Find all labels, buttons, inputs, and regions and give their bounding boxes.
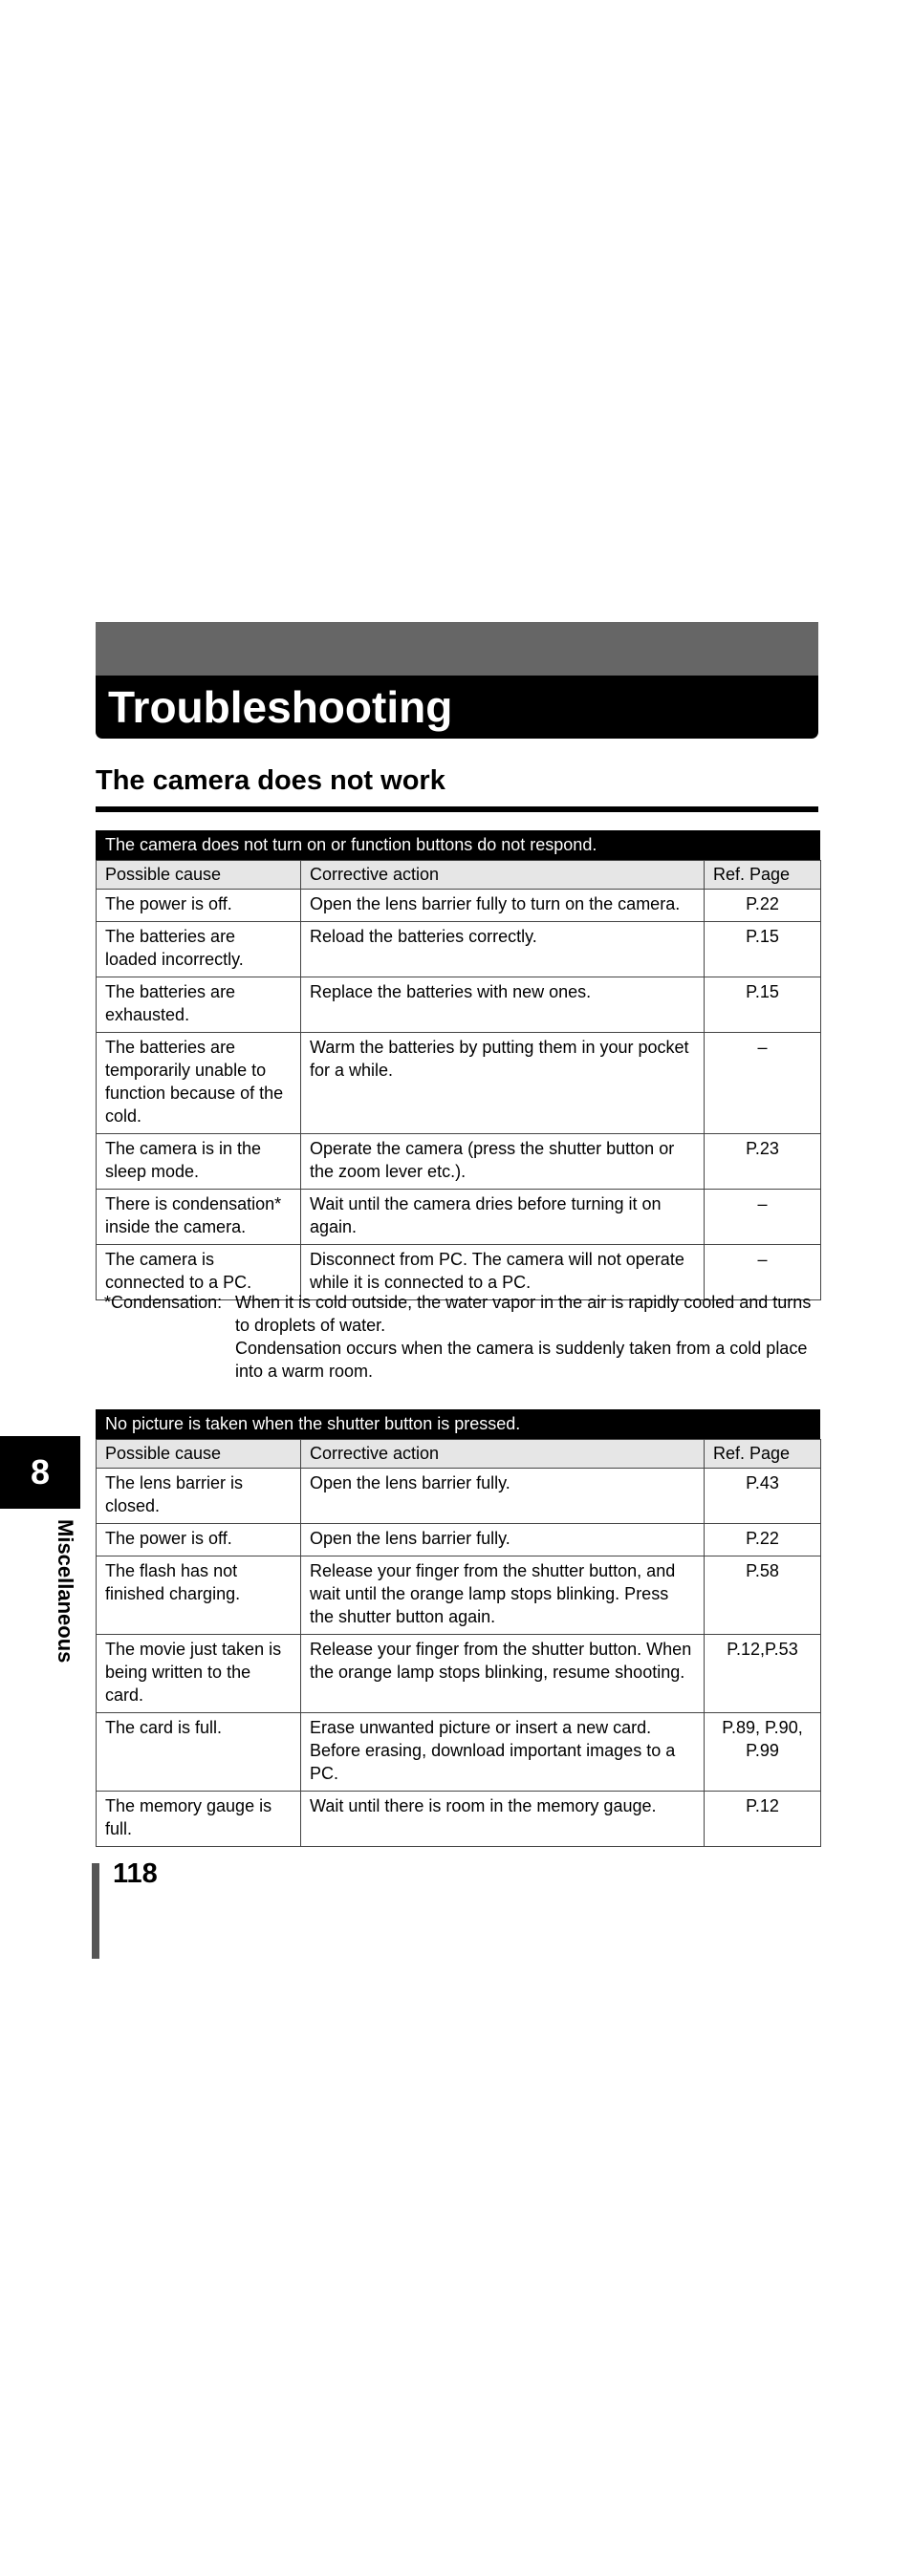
table-row [97,1635,821,1713]
header-possible-cause: Possible cause [97,1440,301,1469]
cell-ref-page: P.12 [705,1792,821,1847]
table-row [97,1556,821,1635]
table-row [97,1713,821,1792]
table-caption: The camera does not turn on or function buttons do not respond. [96,830,820,860]
cell-possible-cause: The flash has not finished charging. [97,1556,301,1635]
cell-ref-page: P.43 [705,1469,821,1524]
header-corrective-action: Corrective action [301,1440,705,1469]
header-possible-cause: Possible cause [97,861,301,890]
cell-ref-page: – [705,1190,821,1245]
cell-possible-cause: The camera is connected to a PC. [97,1245,301,1300]
section-rule [96,806,818,812]
cell-possible-cause: The camera is in the sleep mode. [97,1134,301,1190]
cell-possible-cause: The movie just taken is being written to the card. [97,1635,301,1713]
cell-possible-cause: The batteries are temporarily unable to function because of the cold. [97,1033,301,1134]
cell-ref-page: P.12,P.53 [705,1635,821,1713]
footnote-line: When it is cold outside, the water vapor in the air is rapidly cooled and turns to droplets of water. [235,1293,812,1335]
title-banner [96,622,818,739]
footnote-line: Condensation occurs when the camera is suddenly taken from a cold place into a warm room. [235,1339,808,1381]
page-title: Troubleshooting [96,676,818,739]
cell-corrective-action: Wait until the camera dries before turning it on again. [301,1190,705,1245]
table-body [97,1469,821,1847]
table-row [97,1190,821,1245]
cell-possible-cause: The batteries are exhausted. [97,977,301,1033]
cell-ref-page: P.23 [705,1134,821,1190]
cell-corrective-action: Erase unwanted picture or insert a new card. Before erasing, download important images to a PC. [301,1713,705,1792]
cell-corrective-action: Reload the batteries correctly. [301,922,705,977]
troubleshooting-table-power [96,830,820,1300]
header-corrective-action: Corrective action [301,861,705,890]
table-header-row [97,861,821,890]
cell-possible-cause: The power is off. [97,890,301,922]
table-row [97,1469,821,1524]
cell-possible-cause: The memory gauge is full. [97,1792,301,1847]
cell-possible-cause: The batteries are loaded incorrectly. [97,922,301,977]
chapter-label: Miscellaneous [54,1519,77,1664]
cell-possible-cause: The card is full. [97,1713,301,1792]
table-header-row [97,1440,821,1469]
title-banner-top-bar [96,622,818,676]
chapter-number-tab: 8 [0,1436,80,1509]
cell-possible-cause: The power is off. [97,1524,301,1556]
table-row [97,1524,821,1556]
cell-corrective-action: Release your finger from the shutter button, and wait until the orange lamp stops blinking. Press the shutter button again. [301,1556,705,1635]
table [96,860,821,1300]
cell-corrective-action: Wait until there is room in the memory gauge. [301,1792,705,1847]
table-row [97,890,821,922]
cell-corrective-action: Replace the batteries with new ones. [301,977,705,1033]
cell-ref-page: P.22 [705,1524,821,1556]
header-ref-page: Ref. Page [705,1440,821,1469]
table-row [97,922,821,977]
cell-corrective-action: Open the lens barrier fully. [301,1469,705,1524]
cell-possible-cause: The lens barrier is closed. [97,1469,301,1524]
table-body [97,890,821,1300]
table-row [97,977,821,1033]
cell-corrective-action: Warm the batteries by putting them in your pocket for a while. [301,1033,705,1134]
cell-ref-page: – [705,1033,821,1134]
cell-corrective-action: Disconnect from PC. The camera will not operate while it is connected to a PC. [301,1245,705,1300]
table-row [97,1134,821,1190]
condensation-footnote [104,1291,816,1383]
cell-ref-page: P.58 [705,1556,821,1635]
table [96,1439,821,1847]
header-ref-page: Ref. Page [705,861,821,890]
cell-ref-page: – [705,1245,821,1300]
table-row [97,1033,821,1134]
footnote-text [235,1291,816,1383]
cell-corrective-action: Open the lens barrier fully. [301,1524,705,1556]
cell-possible-cause: There is condensation* inside the camera. [97,1190,301,1245]
page-number: 118 [113,1858,158,1889]
footnote-label: *Condensation: [104,1293,223,1312]
cell-ref-page: P.15 [705,977,821,1033]
troubleshooting-table-shutter [96,1409,820,1847]
cell-corrective-action: Open the lens barrier fully to turn on the camera. [301,890,705,922]
cell-ref-page: P.22 [705,890,821,922]
page-number-bar [92,1863,99,1959]
cell-ref-page: P.89, P.90, P.99 [705,1713,821,1792]
cell-corrective-action: Release your finger from the shutter button. When the orange lamp stops blinking, resume shooting. [301,1635,705,1713]
table-caption: No picture is taken when the shutter button is pressed. [96,1409,820,1439]
cell-ref-page: P.15 [705,922,821,977]
section-heading: The camera does not work [96,765,445,796]
cell-corrective-action: Operate the camera (press the shutter button or the zoom lever etc.). [301,1134,705,1190]
table-row [97,1792,821,1847]
